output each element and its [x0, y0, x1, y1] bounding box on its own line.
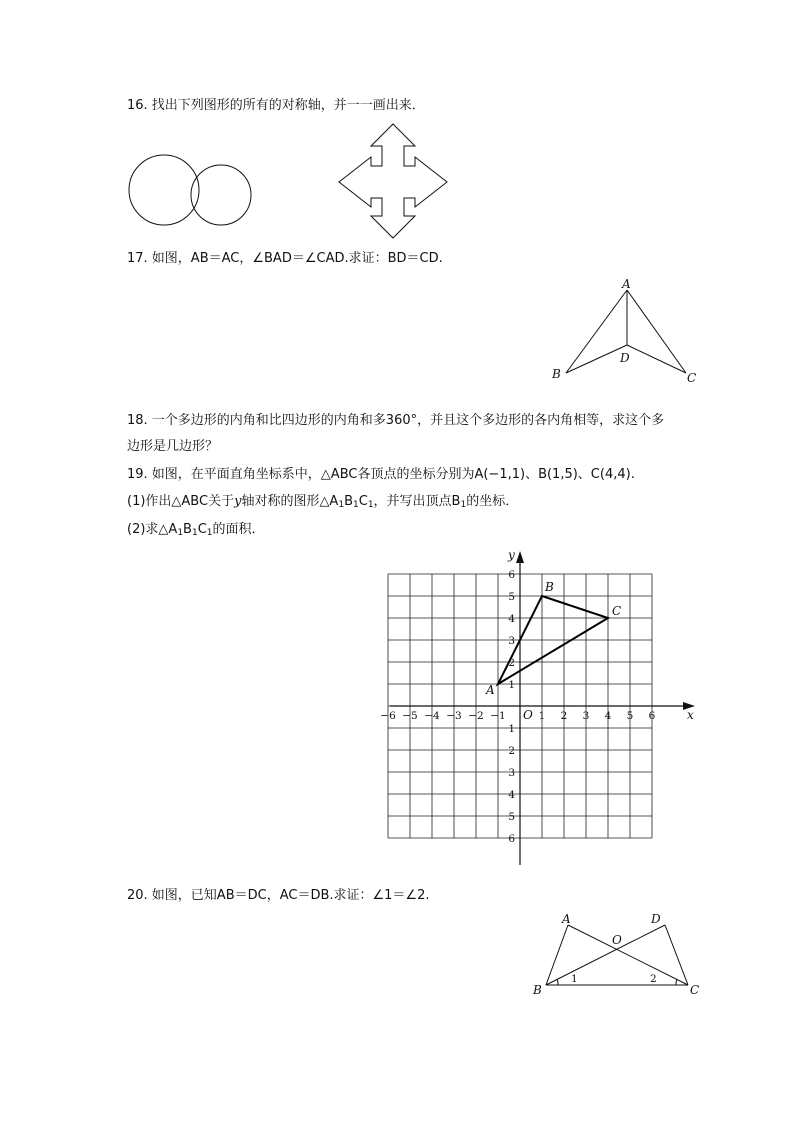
angle-2-arc	[676, 979, 677, 985]
label-o: O	[612, 933, 622, 947]
y-tick-label: 3	[508, 767, 515, 779]
question-16: 16. 找出下列图形的所有的对称轴，并一一画出来．	[127, 98, 425, 113]
figure-20	[528, 905, 708, 1000]
y-tick-label: 2	[508, 745, 515, 757]
y-tick-label: 1	[508, 679, 515, 691]
segment-ac	[627, 290, 686, 373]
question-19: 19. 如图，在平面直角坐标系中，△ABC各顶点的坐标分别为A(−1,1)、B(1,5)、C(4,4).	[127, 467, 635, 482]
y-tick-label: 5	[508, 591, 515, 603]
segment-cd	[627, 345, 686, 373]
part2-text-b: 的面积．	[212, 522, 265, 537]
part1-c: C	[358, 494, 368, 509]
x-tick-label: 5	[626, 710, 634, 722]
question-20: 20. 如图，已知AB＝DC，AC＝DB.求证：∠1＝∠2.	[127, 888, 430, 903]
question-19-part1	[127, 493, 518, 514]
label-a: A	[622, 277, 631, 291]
y-axis-arrow	[516, 551, 524, 563]
x-tick-label: 3	[582, 710, 590, 722]
sub-a1: 1	[338, 500, 345, 510]
x-tick-label: −3	[446, 710, 462, 722]
vertex-label-b: B	[545, 580, 554, 594]
label-angle-2: 2	[650, 973, 657, 985]
part1-text-b: 轴对称的图形△A	[241, 494, 339, 509]
figure-16	[128, 120, 458, 245]
label-angle-1: 1	[571, 973, 578, 985]
x-tick-label: −1	[490, 710, 506, 722]
part1-b: B	[344, 494, 353, 509]
y-tick-label: 1	[508, 723, 515, 735]
part1-text-c: ，并写出顶点B	[373, 494, 461, 509]
sub-b1-2: 1	[460, 500, 467, 510]
sub-b1: 1	[353, 500, 359, 510]
y-axis-label: y	[508, 548, 515, 562]
part2-text-a: (2)求△A	[127, 522, 178, 537]
p2-sub-a1: 1	[177, 528, 184, 538]
vertex-label-c: C	[612, 604, 622, 618]
part1-y: y	[234, 494, 242, 509]
angle-1-arc	[557, 979, 558, 985]
circle-right	[191, 165, 251, 225]
y-tick-label: 6	[508, 833, 515, 845]
label-d: D	[651, 912, 661, 926]
figure-19-coordinate-grid	[380, 545, 700, 865]
y-tick-label: 4	[508, 613, 515, 625]
part2-c: C	[197, 522, 207, 537]
x-tick-label: −5	[402, 710, 418, 722]
question-17: 17. 如图，AB＝AC，∠BAD＝∠CAD.求证：BD＝CD.	[127, 251, 443, 266]
x-tick-label: 6	[648, 710, 656, 722]
p2-sub-c1: 1	[206, 528, 213, 538]
label-a: A	[562, 912, 571, 926]
x-tick-label: −6	[380, 710, 396, 722]
segment-ac	[568, 925, 688, 985]
sub-c1: 1	[367, 500, 374, 510]
figure-17	[540, 275, 710, 390]
question-19-part2	[127, 521, 265, 542]
part2-b: B	[183, 522, 192, 537]
x-axis-label: x	[687, 708, 694, 722]
x-tick-label: 4	[604, 710, 612, 722]
segment-bd	[566, 345, 627, 373]
y-tick-label: 3	[508, 635, 515, 647]
segment-ab	[566, 290, 627, 373]
y-tick-label: 5	[508, 811, 515, 823]
circle-left	[129, 155, 199, 225]
y-tick-label: 4	[508, 789, 515, 801]
y-tick-label: 6	[508, 569, 515, 581]
y-tick-label: 2	[508, 657, 515, 669]
label-b: B	[552, 367, 561, 381]
part1-text-a: (1)作出△ABC关于	[127, 494, 235, 509]
four-way-arrow	[339, 124, 447, 238]
label-b: B	[533, 983, 542, 997]
x-tick-label: 2	[560, 710, 568, 722]
x-tick-label: −4	[424, 710, 440, 722]
segment-db	[546, 925, 665, 985]
x-tick-label: 1	[538, 710, 546, 722]
vertex-label-a: A	[486, 683, 495, 697]
label-c: C	[687, 371, 697, 385]
label-d: D	[620, 351, 630, 365]
origin-label: O	[523, 708, 533, 722]
label-c: C	[690, 983, 700, 997]
part1-text-d: 的坐标．	[466, 494, 519, 509]
question-18-line1: 18. 一个多边形的内角和比四边形的内角和多360°，并且这个多边形的各内角相等，求这个多	[127, 413, 665, 428]
p2-sub-b1: 1	[191, 528, 198, 538]
segment-dc	[665, 925, 688, 985]
question-18-line2: 边形是几边形？	[127, 439, 219, 454]
x-tick-label: −2	[468, 710, 484, 722]
